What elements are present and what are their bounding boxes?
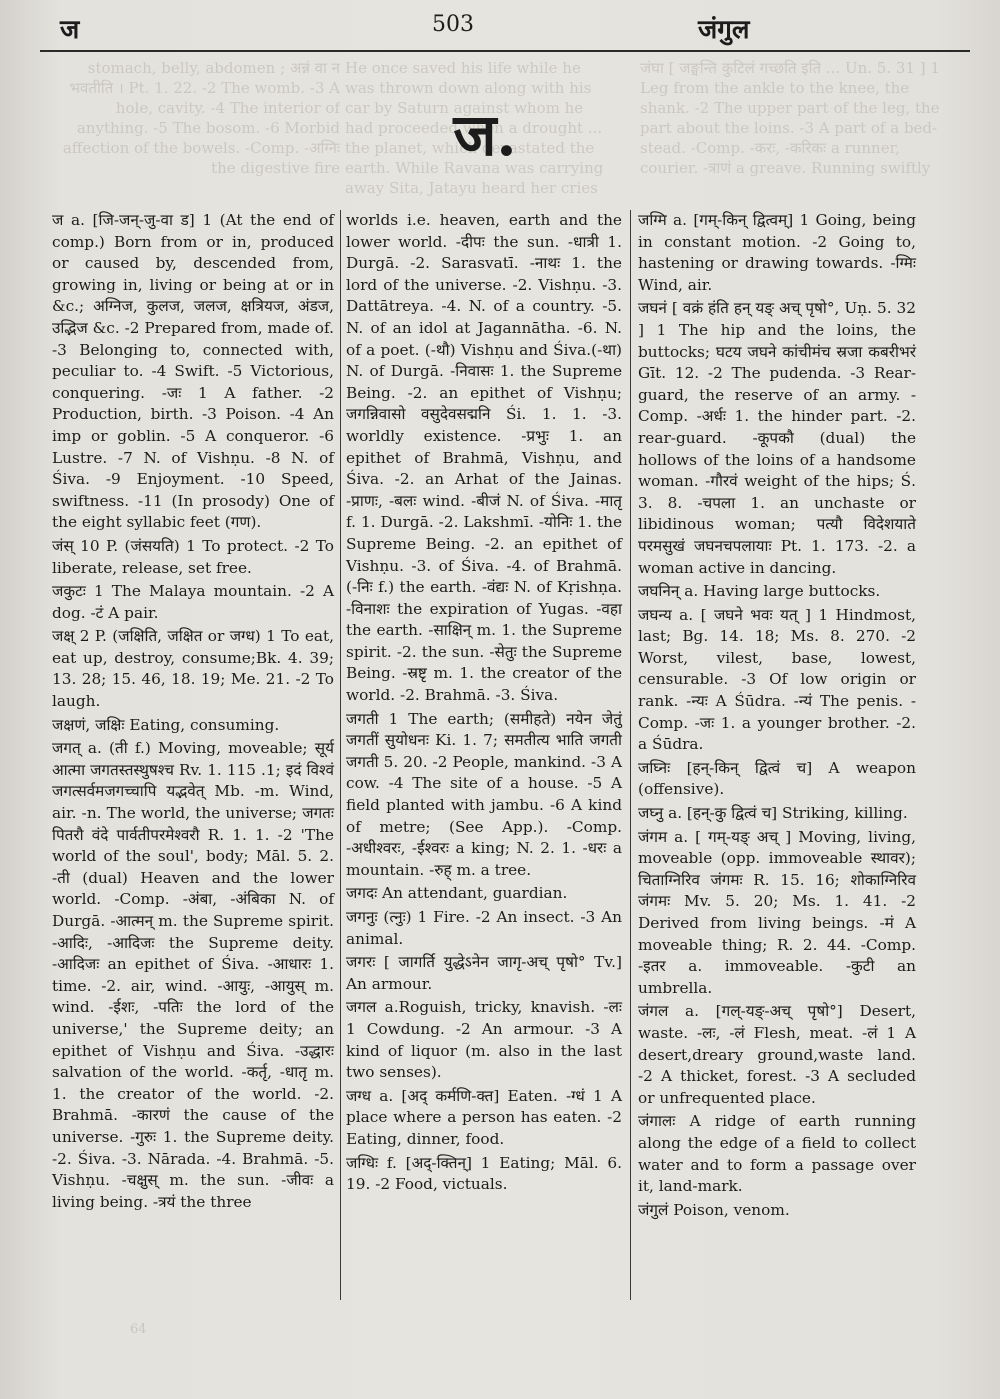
dictionary-entry: जग्ध a. [अद् कर्मणि-क्त] Eaten. -ग्धं 1 A place where a person has eaten. -2 Eating, dinner, food. xyxy=(346,1086,622,1148)
section-letter-heading: ज. xyxy=(453,101,517,169)
dictionary-entry: जघन्य a. [ जघने भवः यत् ] 1 Hindmost, last; Bg. 14. 18; Ms. 8. 270. -2 Worst, vilest, base, lowest, censurable. -3 Of low origin or rank. -न्यः A Śūdra. -न्यं The penis. -Comp. -जः 1. a younger brother. -2. a Śūdra. xyxy=(638,605,916,754)
dictionary-entry: worlds i.e. heaven, earth and the lower world. -दीपः the sun. -धात्री 1. Durgā. -2. Sarasvatī. -नाथः 1. the lord of the universe. -2. Vishṇu. -3. Dattātreya. -4. N. of a country. -5. N. of an idol at Jagannātha. -6. N. of a poet. (-थौ) Vishṇu and Śiva.(-था) N. of Durgā. -निवासः 1. the Supreme Being. -2. an epithet of Vishṇu; जगन्निवासो वसुदेवसद्मनि Śi. 1. 1. -3. worldly existence. -प्रभुः 1. an epithet of Brahmā, Vishṇu, and Śiva. -2. an Arhat of the Jainas. -प्राणः, -बलः wind. -बीजं N. of Śiva. -मातृ f. 1. Durgā. -2. Lakshmī. -योनिः 1. the Supreme Being. -2. an epithet of Vishṇu. -3. of Śiva. -4. of Brahmā. (-निः f.) the earth. -वंद्यः N. of Kṛishṇa. -विनाशः the expiration of Yugas. -वहा the earth. -साक्षिन् m. 1. the Supreme spirit. -2. the sun. -सेतुः the Supreme Being. -स्रष्टृ m. 1. the creator of the world. -2. Brahmā. -3. Śiva. xyxy=(346,211,622,705)
dictionary-entry: जंगुलं Poison, venom. xyxy=(638,1200,790,1219)
dictionary-entry: जग्धिः f. [अद्-क्तिन्] 1 Eating; Māl. 6. 19. -2 Food, victuals. xyxy=(346,1153,622,1194)
column-divider-1 xyxy=(340,210,341,1300)
dictionary-entry: जघनं [ वक्रं हंति हन् यङ् अच् पृषो°, Uṇ. 5. 32 ] 1 The hip and the loins, the buttocks; घटय जघने कांचीमंच स्रजा कबरीभरं Gīt. 12. -2 The pudenda. -3 Rear-guard, the reserve of an army. -Comp. -अर्धः 1. the hinder part. -2. rear-guard. -कूपकौ (dual) the hollows of the loins of a handsome woman. -गौरवं weight of the hips; Ś. 3. 8. -चपला 1. an unchaste or libidinous woman; पत्यौ विदेशयाते परमसुखं जघनचपलायाः Pt. 1. 173. -2. a woman active in dancing. xyxy=(638,299,916,577)
dictionary-entry: ज a. [जि-जन्-जु-वा ड] 1 (At the end of comp.) Born from or in, produced or caused by, descended from, growing in, living or being at or in &c.; अग्निज, कुलज, जलज, क्षत्रियज, अंडज, उद्भिज &c. -2 Prepared from, made of. -3 Belonging to, connected with, peculiar to. -4 Swift. -5 Victorious, conquering. -जः 1 A father. -2 Production, birth. -3 Poison. -4 An imp or goblin. -5 A conqueror. -6 Lustre. -7 N. of Vishṇu. -8 N. of Śiva. -9 Enjoyment. -10 Speed, swiftness. -11 (In prosody) One of the eight syllabic feet (गण). xyxy=(52,211,334,532)
column-divider-2 xyxy=(630,210,631,1300)
dictionary-entry: जंगालः A ridge of earth running along the edge of a field to collect water and to form a passage over it, land-mark. xyxy=(638,1112,916,1196)
bleed-through-right: जंघा [ जङ्घन्ति कुटिलं गच्छति इति ... Un. 5. 31 ] 1 Leg from the ankle to the knee, the shank. -2 The upper part of the leg, the part about the loins. -3 A part of a bed-stead. -Comp. -करः, -करिकः a runner, courier. -त्राणं a greave. Running swiftly xyxy=(640,59,940,177)
text-column-3 xyxy=(638,210,916,1223)
dictionary-entry: जगल a.Roguish, tricky, knavish. -लः 1 Cowdung. -2 An armour. -3 A kind of liquor (m. also in the last two senses). xyxy=(346,998,622,1082)
dictionary-entry: जंगम a. [ गम्-यङ् अच् ] Moving, living, moveable (opp. immoveable स्थावर); चिताग्निरिव जंगमः R. 15. 16; शोकाग्निरिव जंगमः Mv. 5. 20; Ms. 1. 41. -2 Derived from living beings. -मं A moveable thing; R. 2. 44. -Comp. -इतर a. immoveable. -कुटी an umbrella. xyxy=(638,827,916,997)
dictionary-entry: जगनुः (त्नुः) 1 Fire. -2 An insect. -3 An animal. xyxy=(346,908,622,948)
text-column-1 xyxy=(52,210,334,1215)
dictionary-entry: जगत् a. (ती f.) Moving, moveable; सूर्य आत्मा जगतस्तस्थुषश्च Rv. 1. 115 .1; इदं विश्वं जगत्सर्वमजगच्चापि यद्भवेत् Mb. -m. Wind, air. -n. The world, the universe; जगतः पितरौ वंदे पार्वतीपरमेश्वरौ R. 1. 1. -2 'The world of the soul', body; Māl. 5. 2. -ती (dual) Heaven and the lower world. -Comp. -अंबा, -अंबिका N. of Durgā. -आत्मन् m. the Supreme spirit. -आदिः, -आदिजः the Supreme deity. -आदिजः an epithet of Śiva. -आधारः 1. time. -2. air, wind. -आयुः, -आयुस् m. wind. -ईशः, -पतिः the lord of the universe,' the Supreme deity; an epithet of Vishṇu and Śiva. -उद्धारः salvation of the world. -कर्तृ, -धातृ m. 1. the creator of the world. -2. Brahmā. -कारणं the cause of the universe. -गुरुः 1. the Supreme deity. -2. Śiva. -3. Nārada. -4. Brahmā. -5. Vishṇu. -चक्षुस् m. the sun. -जीवः a living being. -त्रयं the three xyxy=(52,739,334,1211)
dictionary-entry: जग्मि a. [गम्-किन् द्वित्वम्] 1 Going, being in constant motion. -2 Going to, hastening or drawing towards. -ग्मिः Wind, air. xyxy=(638,211,916,294)
dictionary-entry: जगरः [ जागर्ति युद्धेऽनेन जागृ-अच् पृषो° Tv.] An armour. xyxy=(346,953,622,993)
dictionary-entry: जघनिन् a. Having large buttocks. xyxy=(638,582,881,601)
dictionary-entry: जगदः An attendant, guardian. xyxy=(346,884,568,903)
dictionary-entry: जकुटः 1 The Malaya mountain. -2 A dog. -टं A pair. xyxy=(52,582,334,622)
guide-word-left: ज xyxy=(60,15,80,45)
dictionary-entry: जक्षणं, जक्षिः Eating, consuming. xyxy=(52,715,280,734)
page-number: 503 xyxy=(432,12,474,37)
guide-word-right: जंगुल xyxy=(698,15,750,45)
dictionary-entry: जंस् 10 P. (जंसयति) 1 To protect. -2 To liberate, release, set free. xyxy=(52,536,334,577)
bleed-through-left: stomach, belly, abdomen ; अन्नं वा न भवतीति । Pt. 1. 22. -2 The womb. -3 A hole, cavity. -4 The interior of anything. -5 The bosom. -6 Morbid affection of the bowels. -Comp. -अग्निः the digestive fire xyxy=(62,59,340,177)
dictionary-entry: जक्ष् 2 P. (जक्षिति, जक्षित or जग्ध) 1 To eat, eat up, destroy, consume;Bk. 4. 39; 13. 28; 15. 46, 18. 19; Me. 21. -2 To laugh. xyxy=(52,627,334,711)
text-column-2 xyxy=(346,210,622,1198)
dictionary-entry: जघ्निः [हन्-किन् द्वित्वं च] A weapon (offensive). xyxy=(638,758,916,799)
dictionary-entry: जघ्नु a. [हन्-कु द्वित्वं च] Striking, killing. xyxy=(638,804,908,823)
running-head xyxy=(0,8,1000,45)
bleed-through-middle: He once saved his life while he was thrown down along with his car by Saturn against whom he had proceeded when a drought ... the planet, which devastated the earth. While Ravana was carrying away Sita, Jatayu heard her cries xyxy=(345,59,604,197)
footer-ghost-text: 64 xyxy=(130,1322,147,1337)
dictionary-entry: जंगल a. [गल्-यङ्-अच् पृषो°] Desert, waste. -लः, -लं Flesh, meat. -लं 1 A desert,dreary ground,waste land. -2 A thicket, forest. -3 A secluded or unfrequented place. xyxy=(638,1002,916,1107)
header-rule xyxy=(40,50,970,52)
dictionary-entry: जगती 1 The earth; (समीहते) नयेन जेतुं जगतीं सुयोधनः Ki. 1. 7; समतीत्य भाति जगती जगती 5. 20. -2 People, mankind. -3 A cow. -4 The site of a house. -5 A field planted with jambu. -6 A kind of metre; (See App.). -Comp. -अधीश्वरः, -ईश्वरः a king; N. 2. 1. -धरः a mountain. -रुह् m. a tree. xyxy=(346,709,622,879)
